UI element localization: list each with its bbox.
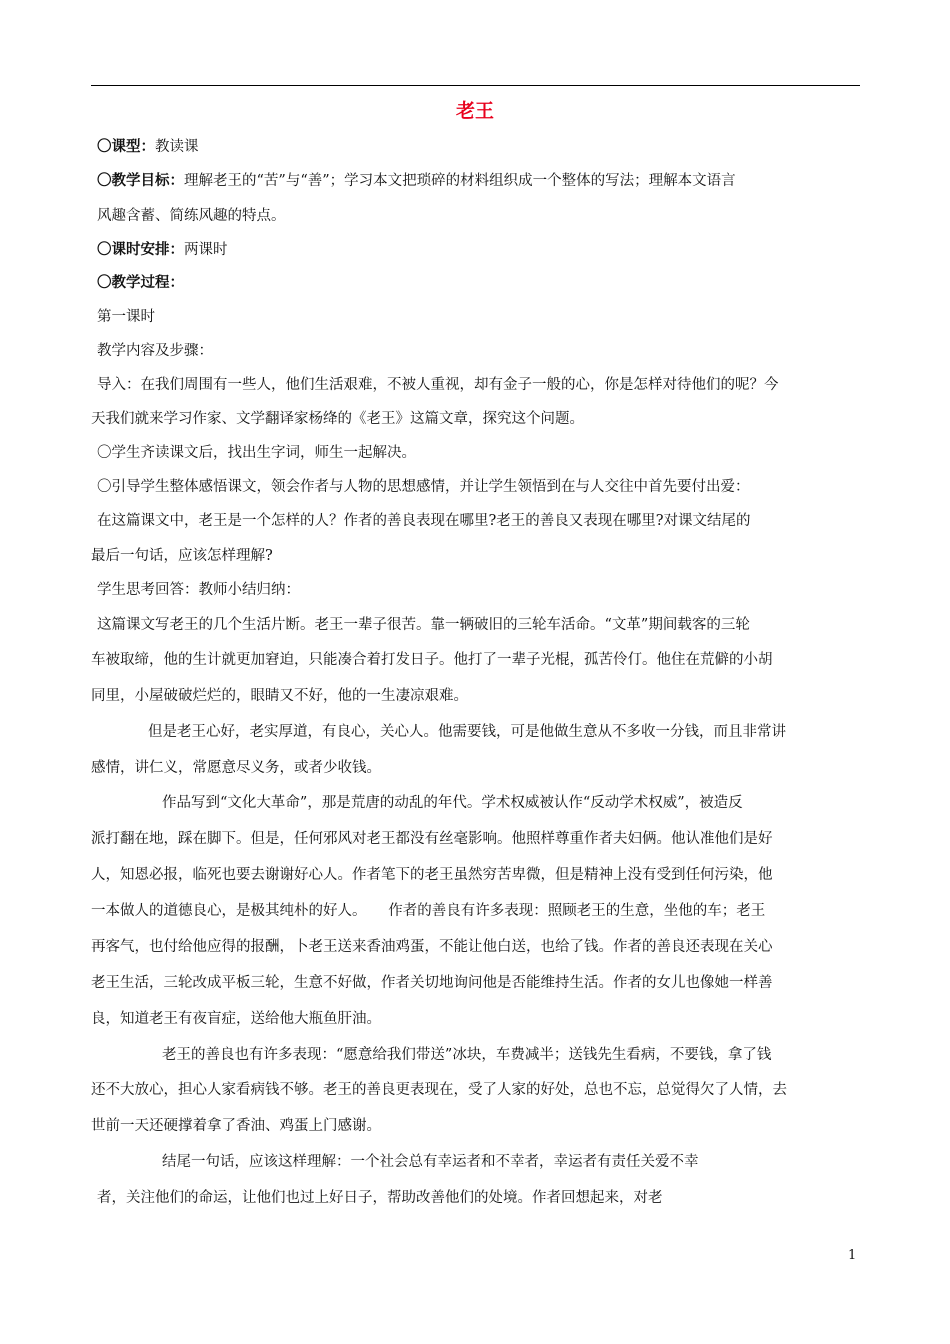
- body-line: 感情，讲仁义，常愿意尽义务，或者少收钱。: [91, 760, 381, 776]
- page-title: 老王: [455, 100, 494, 122]
- body-line: 教学内容及步骤：: [97, 343, 213, 359]
- lesson-type-label: 〇课型：: [97, 139, 155, 155]
- body-line: 学生思考回答：教师小结归纳：: [97, 582, 300, 598]
- process-label: 〇教学过程：: [97, 275, 184, 291]
- body-line: 同里，小屋破破烂烂的，眼睛又不好，他的一生凄凉艰难。: [91, 688, 468, 704]
- body-line: 再客气，也付给他应得的报酬，卜老王送来香油鸡蛋，不能让他白送，也给了钱。作者的善良还表现在关心: [91, 939, 773, 955]
- body-line: 天我们就来学习作家、文学翻译家杨绛的《老王》这篇文章，探究这个问题。: [91, 411, 584, 427]
- body-line: 老王的善良也有许多表现：“愿意给我们带送”冰块，车费减半；送钱先生看病，不要钱，拿了钱: [162, 1047, 772, 1063]
- page-number: 1: [848, 1248, 857, 1263]
- body-line: 作品写到“文化大革命”，那是荒唐的动乱的年代。学术权威被认作“反动学术权威”，被造反: [162, 795, 743, 811]
- body-line: 良，知道老王有夜盲症，送给他大瓶鱼肝油。: [91, 1011, 381, 1027]
- goals-value: 理解老王的“苦”与“善”；学习本文把琐碎的材料组织成一个整体的写法；理解本文语言: [184, 173, 736, 189]
- body-line: 人，知恩必报，临死也要去谢谢好心人。作者笔下的老王虽然穷苦卑微，但是精神上没有受到任何污染，他: [91, 867, 773, 883]
- process-line: [97, 273, 184, 293]
- body-line: 〇学生齐读课文后，找出生字词，师生一起解决。: [97, 445, 416, 461]
- body-line: 一本做人的道德良心，是极其纯朴的好人。 作者的善良有许多表现：照顾老王的生意，坐他的车；老王: [91, 903, 766, 919]
- body-line: 车被取缔，他的生计就更加窘迫，只能凑合着打发日子。他打了一辈子光棍，孤苦伶仃。他住在荒僻的小胡: [91, 652, 773, 668]
- schedule-value: 两课时: [184, 242, 228, 258]
- lesson-type-line: [97, 137, 199, 157]
- body-line: 第一课时: [97, 309, 155, 325]
- goals-line: [97, 171, 736, 191]
- body-line: 老王生活，三轮改成平板三轮，生意不好做，作者关切地询问他是否能维持生活。作者的女儿也像她一样善: [91, 975, 773, 991]
- body-line: 这篇课文写老王的几个生活片断。老王一辈子很苦。靠一辆破旧的三轮车活命。“文革”期间载客的三轮: [97, 617, 750, 633]
- body-line: 派打翻在地，踩在脚下。但是，任何邪风对老王都没有丝毫影响。他照样尊重作者夫妇俩。他认准他们是好: [91, 831, 773, 847]
- schedule-label: 〇课时安排：: [97, 242, 184, 258]
- body-line: 在这篇课文中，老王是一个怎样的人？作者的善良表现在哪里?老王的善良又表现在哪里?对课文结尾的: [97, 513, 751, 529]
- schedule-line: [97, 240, 228, 260]
- body-line: 但是老王心好，老实厚道，有良心，关心人。他需要钱，可是他做生意从不多收一分钱，而且非常讲: [148, 724, 786, 740]
- body-line: 还不大放心，担心人家看病钱不够。老王的善良更表现在，受了人家的好处，总也不忘，总觉得欠了人情，去: [91, 1082, 787, 1098]
- body-line: 〇引导学生整体感悟课文，领会作者与人物的思想感情，并让学生领悟到在与人交往中首先要付出爱：: [97, 479, 750, 495]
- goals-line-2: 风趣含蓄、简练风趣的特点。: [97, 208, 286, 224]
- goals-label: 〇教学目标：: [97, 173, 184, 189]
- body-line: 者，关注他们的命运，让他们也过上好日子，帮助改善他们的处境。作者回想起来，对老: [97, 1190, 663, 1206]
- header-rule: [91, 85, 860, 86]
- body-line: 结尾一句话，应该这样理解：一个社会总有幸运者和不幸者，幸运者有责任关爱不幸: [162, 1154, 699, 1170]
- body-line: 最后一句话，应该怎样理解?: [91, 548, 273, 564]
- lesson-type-value: 教读课: [155, 139, 199, 155]
- body-line: 导入：在我们周围有一些人，他们生活艰难，不被人重视，却有金子一般的心，你是怎样对待他们的呢？今: [97, 377, 779, 393]
- body-line: 世前一天还硬撑着拿了香油、鸡蛋上门感谢。: [91, 1118, 381, 1134]
